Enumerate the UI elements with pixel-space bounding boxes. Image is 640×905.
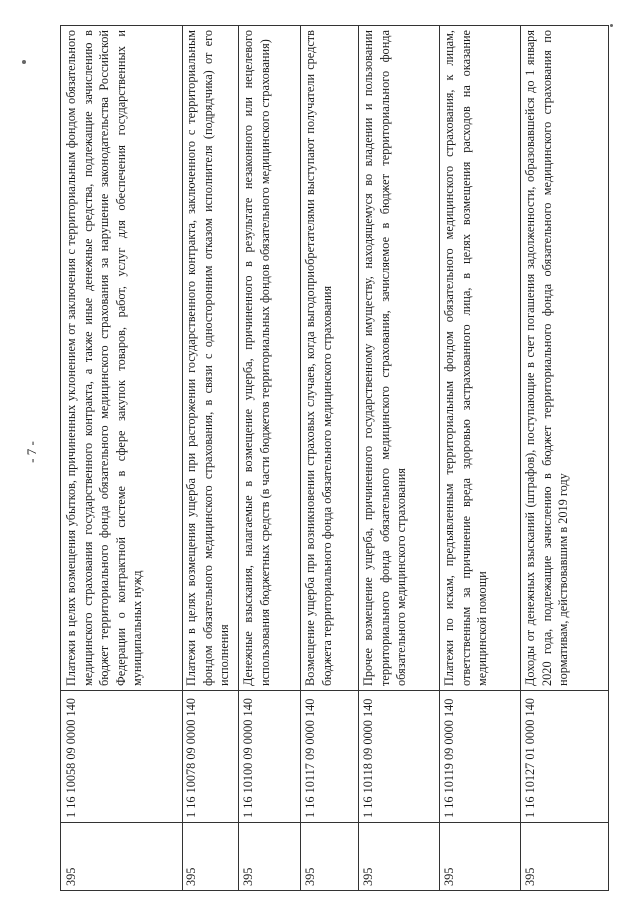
- table-row: [358, 25, 440, 891]
- table-row: [300, 25, 359, 891]
- description-cell: Возмещение ущерба при возникновении страховых случаев, когда выгодоприобретателями выступают получатели средств бюджета территориального фонда обязательного медицинского страхования: [300, 25, 358, 690]
- description-cell: Прочее возмещение ущерба, причиненного государственному имуществу, находящемуся во владении и пользовании территориального фонда обязательного медицинского страхования, зачисляемое в бюджет территориального фонда обязательного медицинского страхования: [358, 25, 439, 690]
- admin-code-cell: 395: [300, 822, 358, 891]
- admin-code-cell: 395: [61, 822, 182, 891]
- kbk-cell: 1 16 10058 09 0000 140: [61, 690, 182, 822]
- scan-speck: [22, 60, 26, 64]
- kbk-cell: 1 16 10117 09 0000 140: [300, 690, 358, 822]
- revenue-codes-table: [60, 25, 626, 891]
- description-cell: Платежи в целях возмещения убытков, причиненных уклонением от заключения с территориальным фондом обязательного медицинского страхования государственного контракта, а также иные денежные средства, подлежащие зачислению в бюджет территориального фонда обязательного медицинского страхования за нарушение законодательства Российской Федерации о контрактной системе в сфере закупок товаров, работ, услуг для обеспечения государственных и муниципальных нужд: [61, 25, 182, 690]
- admin-code-cell: 395: [181, 822, 238, 891]
- description-cell: Платежи по искам, предъявленным территориальным фондом обязательного медицинского страхования, к лицам, ответственным за причинение вреда здоровью застрахованного лица, в целях возмещения расходов на оказание медицинской помощи: [439, 25, 520, 690]
- description-cell: Денежные взыскания, налагаемые в возмещение ущерба, причиненного в результате незаконного или нецелевого использования бюджетных средств (в части бюджетов территориальных фондов обязательного медицинского страхования): [238, 25, 300, 690]
- table-row: [60, 25, 183, 891]
- kbk-cell: 1 16 10100 09 0000 140: [238, 690, 300, 822]
- kbk-cell: 1 16 10127 01 0000 140: [520, 690, 608, 822]
- description-cell: Доходы от денежных взысканий (штрафов), поступающие в счет погашения задолженности, образовавшейся до 1 января 2020 года, подлежащие зачислению в бюджет территориального фонда обязательного медицинского страхования по нормативам, действовавшим в 2019 году: [520, 25, 608, 690]
- table-row: [520, 25, 609, 891]
- kbk-cell: 1 16 10078 09 0000 140: [181, 690, 238, 822]
- kbk-cell: 1 16 10119 09 0000 140: [439, 690, 520, 822]
- admin-code-cell: 395: [358, 822, 439, 891]
- table-row: [181, 25, 239, 891]
- admin-code-cell: 395: [238, 822, 300, 891]
- description-cell: Платежи в целях возмещения ущерба при расторжении государственного контракта, заключенного с территориальным фондом обязательного медицинского страхования, в связи с односторонним отказом исполнителя (подрядчика) от его исполнения: [181, 25, 238, 690]
- admin-code-cell: 395: [520, 822, 608, 891]
- document-table-area: [60, 25, 626, 891]
- table-row: [439, 25, 521, 891]
- scan-speck: [610, 24, 613, 27]
- kbk-cell: 1 16 10118 09 0000 140: [358, 690, 439, 822]
- page-number: - 7 -: [24, 441, 39, 463]
- table-row: [238, 25, 301, 891]
- admin-code-cell: 395: [439, 822, 520, 891]
